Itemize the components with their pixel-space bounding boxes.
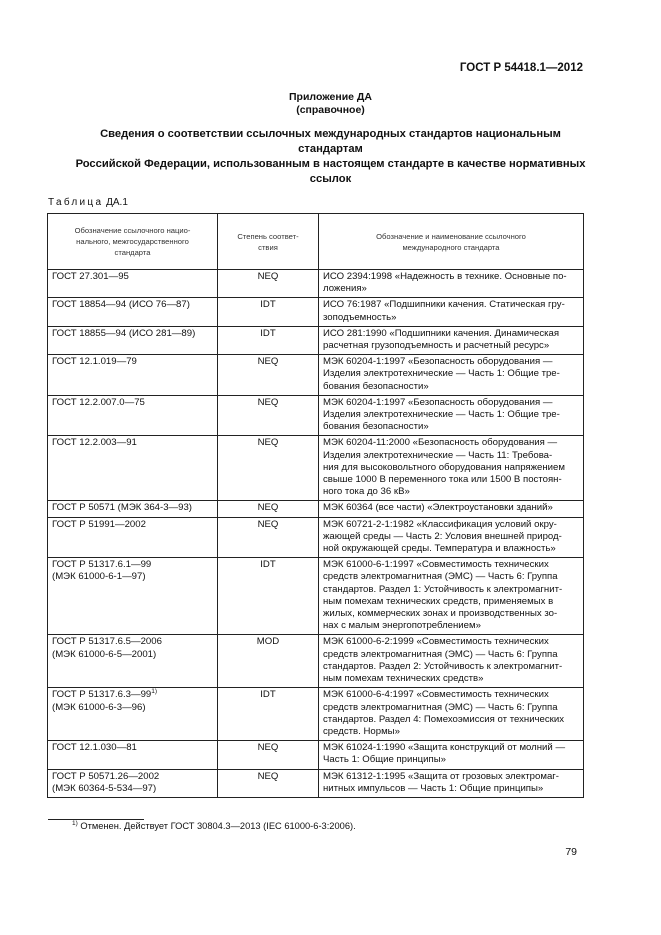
national-standard-cell: ГОСТ 12.2.007.0—75 xyxy=(48,395,218,436)
international-standard-cell: МЭК 60721-2-1:1982 «Классификация условий окру- жающей среды — Часть 2: Условия внешней природ- ной окружающей среды. Температура и влажность» xyxy=(319,517,584,558)
national-standard-cell: ГОСТ Р 51317.6.1—99 (МЭК 61000-6-1—97) xyxy=(48,558,218,635)
degree-cell: NEQ xyxy=(218,741,319,769)
international-standard-cell: МЭК 61024-1:1990 «Защита конструкций от молний — Часть 1: Общие принципы» xyxy=(319,741,584,769)
international-standard-cell: МЭК 61000-6-2:1999 «Совместимость технических средств электромагнитная (ЭМС) — Часть 6: Группа стандартов. Раздел 2: Устойчивость к электромагнит- ным помехам технических средств» xyxy=(319,635,584,688)
standard-code: ГОСТ Р 54418.1—2012 xyxy=(459,62,583,74)
table-row xyxy=(48,326,584,354)
header-international-standard: Обозначение и наименование ссылочного международного стандарта xyxy=(319,214,584,270)
national-standard-cell: ГОСТ 18855—94 (ИСО 281—89) xyxy=(48,326,218,354)
table-label-number: ДА.1 xyxy=(106,197,128,208)
international-standard-cell: МЭК 60204-1:1997 «Безопасность оборудования — Изделия электротехнические — Часть 1: Общие тре- бования безопасности» xyxy=(319,355,584,396)
document-title-line: Российской Федерации, использованным в настоящем стандарте в качестве нормативных xyxy=(75,158,586,170)
standards-table xyxy=(47,213,584,798)
degree-cell: NEQ xyxy=(218,436,319,501)
degree-cell: NEQ xyxy=(218,270,319,298)
header-national-standard: Обозначение ссылочного нацио- нального, межгосударственного стандарта xyxy=(48,214,218,270)
appendix-title: Приложение ДА xyxy=(289,91,372,103)
appendix-subtitle: (справочное) xyxy=(296,104,365,116)
international-standard-cell: ИСО 281:1990 «Подшипники качения. Динамическая расчетная грузоподъемность и расчетный ресурс» xyxy=(319,326,584,354)
degree-cell: NEQ xyxy=(218,395,319,436)
document-title-line: ссылок xyxy=(309,173,352,185)
international-standard-cell: МЭК 61312-1:1995 «Защита от грозовых электромаг- нитных импульсов — Часть 1: Общие принципы» xyxy=(319,769,584,797)
degree-cell: MOD xyxy=(218,635,319,688)
table-row xyxy=(48,395,584,436)
footnote-marker: 1) xyxy=(151,688,158,696)
page-number: 79 xyxy=(565,846,577,858)
table-row xyxy=(48,635,584,688)
international-standard-cell: МЭК 61000-6-4:1997 «Совместимость технических средств электромагнитная (ЭМС) — Часть 6: Группа стандартов. Раздел 4: Помехоэмиссия от технических средств. Нормы» xyxy=(319,688,584,741)
table-row xyxy=(48,270,584,298)
degree-cell: IDT xyxy=(218,298,319,326)
degree-cell: IDT xyxy=(218,558,319,635)
appendix-heading xyxy=(0,91,661,117)
footnote-divider xyxy=(48,819,144,820)
table-row xyxy=(48,298,584,326)
document-title xyxy=(72,127,589,187)
table-header-row xyxy=(48,214,584,270)
international-standard-cell: МЭК 60364 (все части) «Электроустановки зданий» xyxy=(319,501,584,517)
degree-cell: NEQ xyxy=(218,501,319,517)
national-standard-cell: ГОСТ 27.301—95 xyxy=(48,270,218,298)
degree-cell: NEQ xyxy=(218,769,319,797)
table-label xyxy=(48,197,128,208)
national-standard-cell: ГОСТ 18854—94 (ИСО 76—87) xyxy=(48,298,218,326)
header-degree: Степень соответ- ствия xyxy=(218,214,319,270)
national-standard-cell: ГОСТ Р 50571 (МЭК 364-3—93) xyxy=(48,501,218,517)
national-standard-cell: ГОСТ 12.2.003—91 xyxy=(48,436,218,501)
table-row xyxy=(48,558,584,635)
table-row xyxy=(48,741,584,769)
international-standard-cell: ИСО 2394:1998 «Надежность в технике. Основные по- ложения» xyxy=(319,270,584,298)
footnote-text: Отменен. Действует ГОСТ 30804.3—2013 (IEC 61000-6-3:2006). xyxy=(80,821,356,831)
degree-cell: IDT xyxy=(218,688,319,741)
table-row xyxy=(48,436,584,501)
degree-cell: NEQ xyxy=(218,355,319,396)
document-title-line: Сведения о соответствии ссылочных международных стандартов национальным стандартам xyxy=(100,128,561,155)
international-standard-cell: МЭК 60204-1:1997 «Безопасность оборудования — Изделия электротехнические — Часть 1: Общие тре- бования безопасности» xyxy=(319,395,584,436)
national-standard-cell: ГОСТ Р 51317.6.3—99$^{1)}$ (МЭК 61000-6-3—96) xyxy=(48,688,218,741)
table-row xyxy=(48,355,584,396)
table-row xyxy=(48,769,584,797)
international-standard-cell: МЭК 60204-11:2000 «Безопасность оборудования — Изделия электротехнические — Часть 11: Требова- ния для высоковольтного оборудования напряжением свыше 1000 В переменного тока или 1500 В постоян- ного тока до 36 кВ» xyxy=(319,436,584,501)
national-standard-cell: ГОСТ Р 50571.26—2002 (МЭК 60364-5-534—97) xyxy=(48,769,218,797)
footnote xyxy=(72,821,356,831)
table-label-word: Таблица xyxy=(48,197,104,208)
footnote-marker: 1) xyxy=(72,819,78,827)
international-standard-cell: МЭК 61000-6-1:1997 «Совместимость технических средств электромагнитная (ЭМС) — Часть 6: Группа стандартов. Раздел 1: Устойчивость к электромагнит- ным помехам технических средств, применяемых в жилых, коммерческих зонах и производственных зо- нах с малым энергопотреблением» xyxy=(319,558,584,635)
national-standard-cell: ГОСТ Р 51317.6.5—2006 (МЭК 61000-6-5—2001) xyxy=(48,635,218,688)
national-standard-cell: ГОСТ Р 51991—2002 xyxy=(48,517,218,558)
degree-cell: IDT xyxy=(218,326,319,354)
table-row xyxy=(48,501,584,517)
international-standard-cell: ИСО 76:1987 «Подшипники качения. Статическая гру- зоподъемность» xyxy=(319,298,584,326)
table-row xyxy=(48,688,584,741)
table-row xyxy=(48,517,584,558)
degree-cell: NEQ xyxy=(218,517,319,558)
national-standard-cell: ГОСТ 12.1.019—79 xyxy=(48,355,218,396)
national-standard-cell: ГОСТ 12.1.030—81 xyxy=(48,741,218,769)
